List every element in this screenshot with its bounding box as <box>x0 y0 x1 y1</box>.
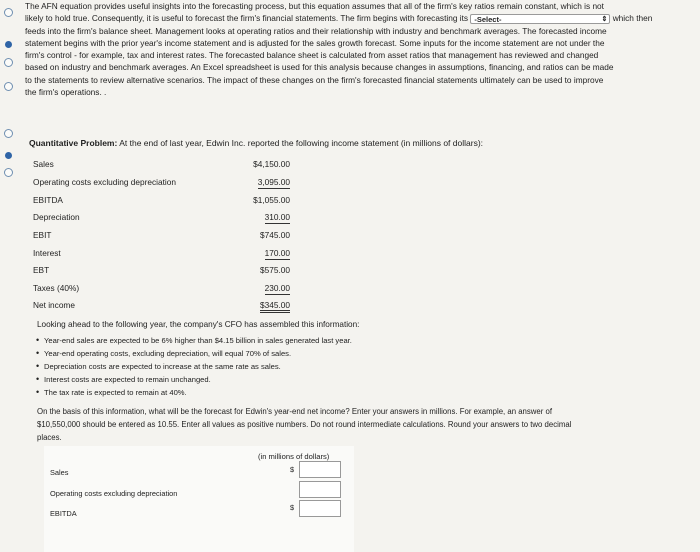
dollar-sign: $ <box>290 465 295 474</box>
answer-option-rail <box>0 0 22 543</box>
para-line <box>25 12 693 24</box>
radio-option-2[interactable] <box>4 58 13 67</box>
question-line: $10,550,000 should be entered as 10.55. Enter all values as positive numbers. Do not round intermediate calculations. Round your answers to two decimal <box>37 420 572 429</box>
is-label-ebit: EBIT <box>33 230 52 240</box>
is-value-netincome-wrap <box>210 300 290 310</box>
is-label-ebitda: EBITDA <box>33 195 63 205</box>
para-line: feeds into the firm's balance sheet. Management looks at operating ratios and their relationship with industry and benchmark averages. The forecasted income <box>25 25 607 36</box>
bullet-item: • Year-end sales are expected to be 6% higher than $4.15 billion in sales generated last year. <box>44 336 352 345</box>
problem-text: At the end of last year, Edwin Inc. reported the following income statement (in millions of dollars): <box>117 138 484 148</box>
is-label-sales: Sales <box>33 159 54 169</box>
question-text <box>37 405 677 444</box>
is-value-opcosts-wrap <box>210 177 290 187</box>
answer-panel <box>44 446 354 552</box>
ebitda-input[interactable] <box>299 500 341 517</box>
select-value: -Select- <box>474 15 502 25</box>
is-value-interest-wrap <box>210 248 290 258</box>
para-line: based on industry and benchmark averages. An Excel spreadsheet is used for this analysis because changes in assumptions, financing, and ratios can be made <box>25 62 614 73</box>
is-value-interest: 170.00 <box>264 248 290 258</box>
answer-label-sales: Sales <box>50 468 69 477</box>
para-line: statement begins with the prior year's income statement and is adjusted for the sales growth forecast. Some inputs for the income statement are not under the <box>25 37 605 48</box>
para-line: the firm's operations. . <box>25 87 107 98</box>
is-value-netincome: $345.00 <box>260 300 290 313</box>
radio-option-1[interactable] <box>4 8 13 17</box>
bullet-item: • Year-end operating costs, excluding depreciation, will equal 70% of sales. <box>44 349 291 358</box>
intro-paragraph <box>25 0 693 98</box>
is-value-depreciation-wrap <box>210 212 290 222</box>
para-text: which then <box>612 13 653 24</box>
question-line: places. <box>37 433 62 442</box>
radio-option-4[interactable] <box>4 129 13 138</box>
is-value-ebt: $575.00 <box>260 265 290 275</box>
para-line: The AFN equation provides useful insights into the forecasting process, but this equation assumes that all of the firm's key ratios remain constant, which is not <box>25 1 604 11</box>
is-label-ebt: EBT <box>33 265 50 275</box>
chevron-updown-icon: ⇕ <box>601 16 608 24</box>
para-text: likely to hold true. Consequently, it is useful to forecast the firm's financial statements. The firm begins with forecasting its <box>25 13 469 24</box>
dollar-sign: $ <box>290 503 295 512</box>
para-line: firm's control - for example, tax and interest rates. The forecasted balance sheet is calculated from asset ratios that management has reviewed and changed <box>25 50 599 61</box>
is-value-depreciation: 310.00 <box>264 212 290 222</box>
answer-label-opcosts: Operating costs excluding depreciation <box>50 489 178 498</box>
radio-selected-dot[interactable] <box>5 152 12 159</box>
is-value-ebit: $745.00 <box>260 230 290 240</box>
is-label-opcosts: Operating costs excluding depreciation <box>33 177 176 187</box>
is-label-interest: Interest <box>33 248 61 258</box>
question-line: On the basis of this information, what will be the forecast for Edwin's year-end net income? Enter your answers in millions. For example, an answer of <box>37 407 553 416</box>
is-value-ebitda: $1,055.00 <box>253 195 290 205</box>
problem-header <box>29 138 483 148</box>
is-value-sales: $4,150.00 <box>253 159 290 169</box>
bullet-item: • The tax rate is expected to remain at 40%. <box>44 388 187 397</box>
answer-panel-header: (in millions of dollars) <box>258 452 330 461</box>
bullet-item: • Depreciation costs are expected to increase at the same rate as sales. <box>44 362 281 371</box>
is-label-taxes: Taxes (40%) <box>33 283 80 293</box>
is-label-depreciation: Depreciation <box>33 212 80 222</box>
is-value-opcosts: 3,095.00 <box>257 177 290 187</box>
radio-selected-dot[interactable] <box>5 41 12 48</box>
radio-option-3[interactable] <box>4 82 13 91</box>
problem-label: Quantitative Problem: <box>29 138 118 148</box>
info-intro: Looking ahead to the following year, the company's CFO has assembled this information: <box>37 320 360 329</box>
is-label-netincome: Net income <box>33 300 75 310</box>
sales-input[interactable] <box>299 461 341 478</box>
para-line: to the statements to review alternative scenarios. The impact of these changes on the firm's forecasted financial statements ultimately can be used to improve <box>25 74 604 85</box>
is-value-taxes: 230.00 <box>264 283 290 293</box>
is-value-taxes-wrap <box>210 283 290 293</box>
opcosts-input[interactable] <box>299 481 341 498</box>
forecast-select-dropdown[interactable] <box>470 14 610 24</box>
answer-label-ebitda: EBITDA <box>50 509 77 518</box>
bullet-item: • Interest costs are expected to remain unchanged. <box>44 375 211 384</box>
radio-option-5[interactable] <box>4 168 13 177</box>
